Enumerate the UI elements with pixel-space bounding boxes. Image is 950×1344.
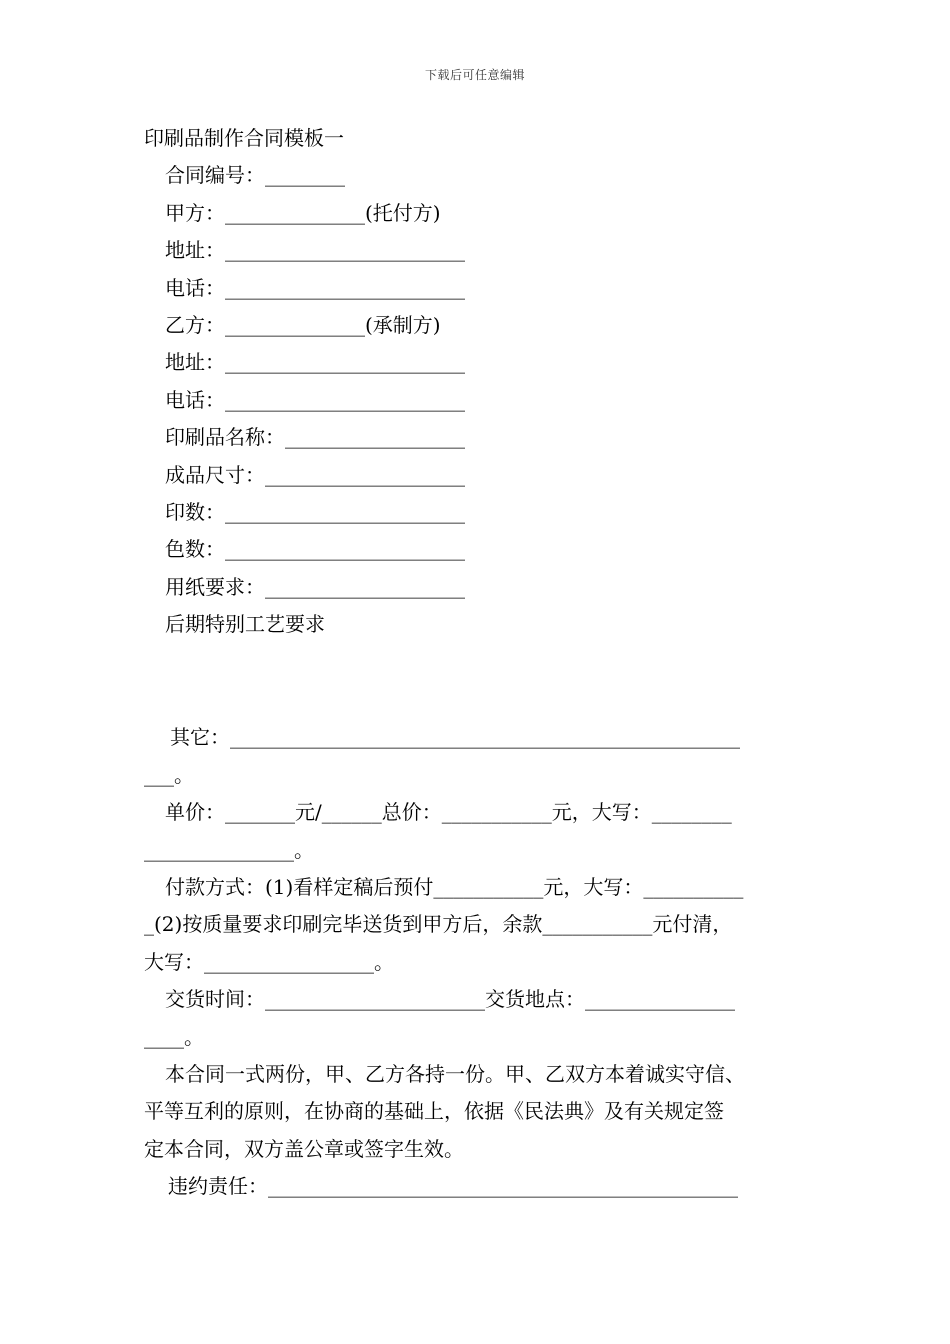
print-quantity-line: 印数：________________________ [165, 499, 465, 524]
delivery-line-continued: ____。 [144, 1024, 204, 1049]
product-name-line: 印刷品名称：__________________ [165, 425, 465, 450]
process-checkbox-row-1 [144, 643, 810, 681]
color-count-line: 色数：________________________ [165, 537, 465, 562]
paper-requirement-line: 用纸要求：____________________ [165, 574, 465, 599]
delivery-line: 交货时间：______________________交货地点：_______________ [165, 987, 735, 1012]
document-title: 印刷品制作合同模板一 [144, 126, 344, 150]
payment-line: 付款方式：(1)看样定稿后预付___________元，大写：__________ [165, 875, 744, 900]
price-line-continued: _______________。 [144, 837, 314, 862]
finished-size-line: 成品尺寸：____________________ [165, 462, 465, 487]
post-process-heading: 后期特别工艺要求 [165, 612, 325, 637]
party-b-address-line: 地址：________________________ [165, 350, 465, 375]
payment-line-3: 大写：_________________。 [144, 949, 394, 974]
payment-line-2: _(2)按质量要求印刷完毕送货到甲方后，余款___________元付清， [144, 912, 733, 937]
party-a-address-line: 地址：________________________ [165, 238, 465, 263]
party-b-line: 乙方：______________(承制方) [165, 312, 441, 337]
party-b-phone-line: 电话：________________________ [165, 387, 465, 412]
price-line: 单价：_______元/______总价：___________元，大写：________ [165, 800, 732, 825]
process-checkbox-row-2 [144, 681, 810, 719]
clause-line-3: 定本合同，双方盖公章或签字生效。 [144, 1136, 464, 1161]
clause-line-2: 平等互利的原则，在协商的基础上，依据《民法典》及有关规定签 [144, 1099, 724, 1124]
other-line-continued: ___。 [144, 762, 194, 787]
party-a-phone-line: 电话：________________________ [165, 275, 465, 300]
liability-line: 违约责任：_______________________________________________ [168, 1174, 738, 1199]
party-a-line: 甲方：______________(托付方) [165, 200, 441, 225]
contract-body [144, 120, 810, 1206]
contract-number-line: 合同编号：________ [165, 163, 345, 188]
page-header: 下载后可任意编辑 [424, 68, 525, 82]
other-line: 其它：___________________________________________________ [170, 725, 740, 750]
clause-line-1: 本合同一式两份，甲、乙方各持一份。甲、乙双方本着诚实守信、 [165, 1061, 745, 1086]
